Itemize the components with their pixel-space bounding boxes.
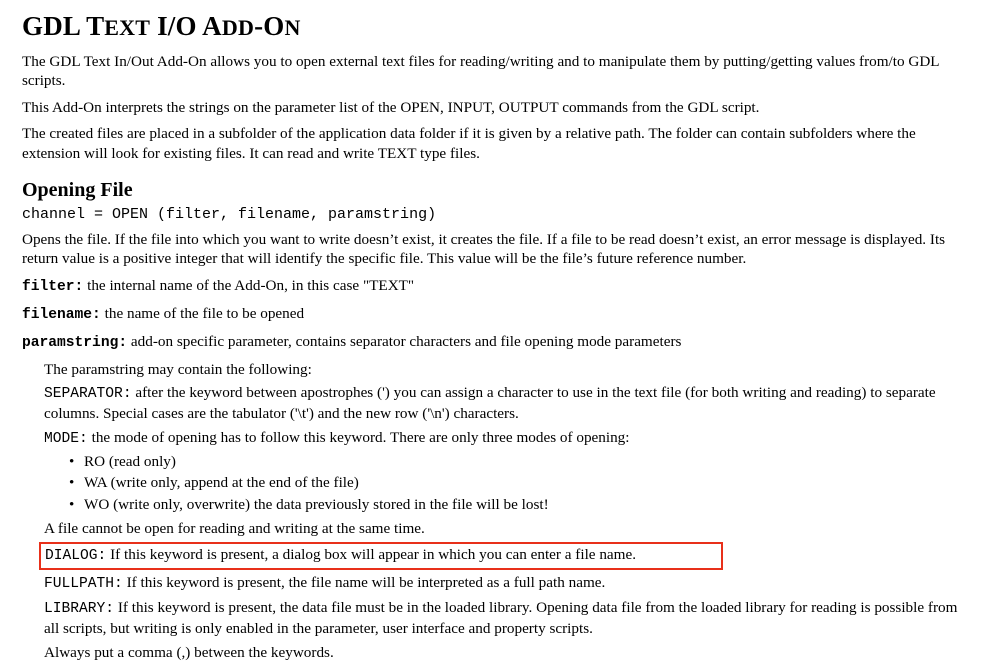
keyword-separator-text: after the keyword between apostrophes (') you can assign a character to use in the text file (for both writing and reading) to separate columns. Special cases are the tabulator ('\t') and the new row ('\n') characters. [44,383,936,422]
keyword-dialog-text: If this keyword is present, a dialog box will appear in which you can enter a file name. [110,546,637,564]
keyword-fullpath-text: If this keyword is present, the file name will be interpreted as a full path name. [126,574,606,592]
intro-paragraph-3: The created files are placed in a subfolder of the application data folder if it is given by a relative path. The folder can contain subfolders where the extension will look for existing files. It can read and write TEXT type files. [22,125,916,162]
definition-filter-term: filter: [22,278,84,295]
page-title-part-1: GDL T [22,11,105,41]
definition-filter [22,276,976,297]
keyword-fullpath-term: FULLPATH: [44,576,123,593]
list-item: • WA (write only, append at the end of the file) [84,473,976,493]
keyword-separator [44,383,976,424]
page-title-part-4: DD [221,15,255,40]
keyword-fullpath [44,573,976,594]
page-title-part-6: N [284,15,301,40]
code-signature-open: channel = OPEN (filter, filename, paramstring) [22,205,437,223]
keyword-dialog-term: DIALOG: [45,548,107,565]
keyword-library [44,598,976,639]
page-title-part-2: EXT [104,15,151,40]
section-heading-opening-file: Opening File [22,178,133,201]
highlighted-dialog-keyword [39,542,723,570]
keyword-library-term: LIBRARY: [44,601,115,618]
keyword-dialog [45,545,717,566]
definition-filename-term: filename: [22,306,101,323]
keyword-separator-term: SEPARATOR: [44,385,132,402]
keyword-mode-text: the mode of opening has to follow this keyword. There are only three modes of opening: [91,428,630,446]
list-item: • WO (write only, overwrite) the data previously stored in the file will be lost! [84,495,976,515]
definition-paramstring [22,332,976,353]
keyword-library-text: If this keyword is present, the data file must be in the loaded library. Opening data file from the loaded library for reading is possible from all scripts, but writing is only enabled in the parameter, user interface and property scripts. [44,599,958,638]
definition-filter-text: the internal name of the Add-On, in this case "TEXT" [87,276,415,294]
definition-filename-text: the name of the file to be opened [104,304,305,322]
list-item: • RO (read only) [84,452,976,472]
mode-note: A file cannot be open for reading and writing at the same time. [44,519,425,537]
definition-filename [22,304,976,325]
closing-note: Always put a comma (,) between the keywords. [44,644,334,662]
definition-paramstring-term: paramstring: [22,334,128,351]
intro-paragraph-1: The GDL Text In/Out Add-On allows you to open external text files for reading/writing and to manipulate them by putting/getting values from/to GDL scripts. [22,52,940,90]
paramstring-details [44,360,976,662]
page-title-part-3: I/O A [150,11,222,41]
definition-paramstring-text: add-on specific parameter, contains separator characters and file opening mode parameters [130,332,682,350]
page-title-part-5: -O [254,11,285,41]
intro-paragraph-2: This Add-On interprets the strings on the parameter list of the OPEN, INPUT, OUTPUT commands from the GDL script. [22,98,760,116]
mode-list [44,452,976,515]
opens-file-paragraph: Opens the file. If the file into which you want to write doesn’t exist, it creates the file. If a file to be read doesn’t exist, an error message is displayed. Its return value is a positive integer that will identify the specific file. This value will be the file’s future reference number. [22,230,946,268]
keyword-mode [44,428,976,449]
keyword-mode-term: MODE: [44,430,88,447]
paramstring-intro: The paramstring may contain the following: [44,360,312,378]
page-title [22,12,976,42]
